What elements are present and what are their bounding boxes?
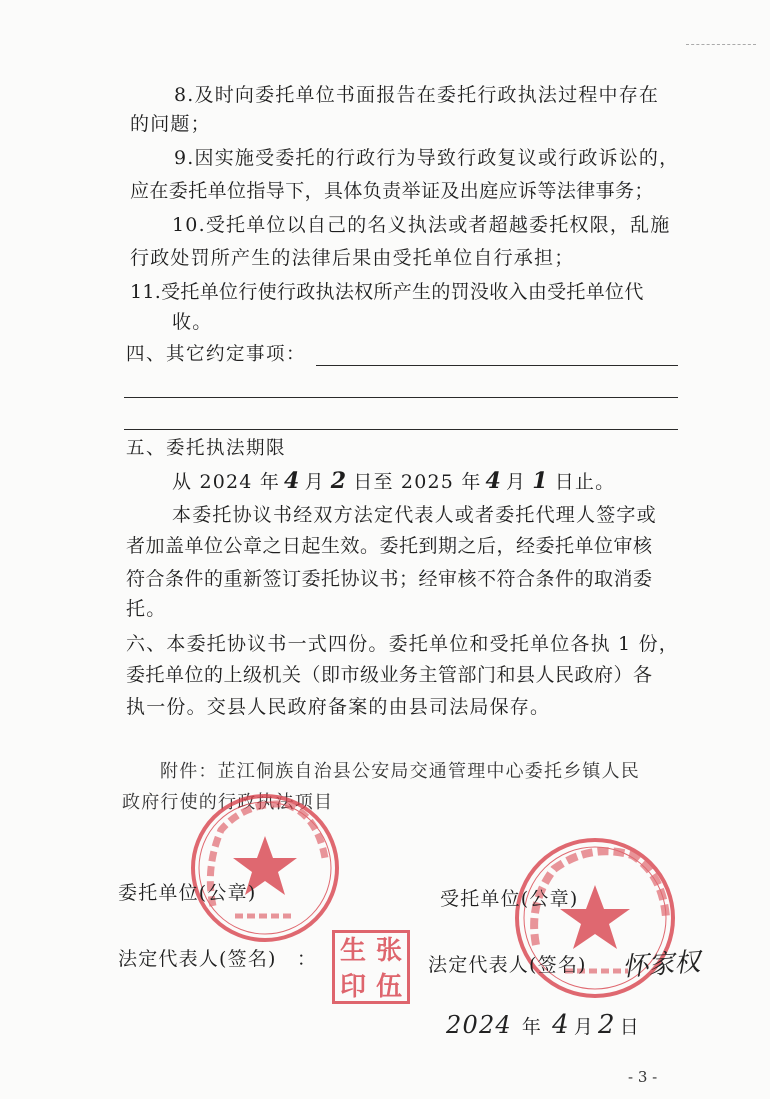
section-6-line-2: 委托单位的上级机关（即市级业务主管部门和县人民政府）各 <box>126 664 653 686</box>
seal-char: 张 <box>375 936 402 966</box>
item-11-line-1: 11.受托单位行使行政执法权所产生的罚没收入由受托单位代 <box>130 281 644 303</box>
sign-date-month-label: 月 <box>573 1016 595 1038</box>
section-4-heading: 四、其它约定事项： <box>126 344 307 365</box>
term-day-end: 1 <box>532 468 549 494</box>
term-mid: 日至 2025 年 <box>353 471 482 493</box>
term-month-start: 4 <box>284 468 301 494</box>
section-6-line-1: 六、本委托协议书一式四份。委托单位和受托单位各执 1 份， <box>126 633 679 655</box>
attachment-line-2: 政府行使的行政执法项目 <box>122 792 334 813</box>
effect-line-2: 者加盖单位公章之日起生效。委托到期之后，经委托单位审核 <box>126 535 653 557</box>
sign-date-day: 2 <box>598 1010 616 1040</box>
handwritten-signature: 怀家权 <box>621 947 702 983</box>
effect-line-4: 托。 <box>126 598 167 620</box>
sign-date <box>446 1012 644 1040</box>
term-month-label-1: 月 <box>304 471 325 493</box>
legal-rep-personal-seal <box>332 930 410 1004</box>
sign-date-month: 4 <box>552 1010 570 1040</box>
item-8-line-1: 8.及时向委托单位书面报告在委托行政执法过程中存在 <box>174 84 660 106</box>
blank-line-2 <box>124 397 678 398</box>
item-9-line-1: 9.因实施受委托的行政行为导致行政复议或行政诉讼的， <box>174 147 680 169</box>
blank-line-1 <box>316 365 678 366</box>
item-9-line-2: 应在委托单位指导下，具体负责举证及出庭应诉等法律事务； <box>130 180 654 202</box>
term-prefix: 从 2024 年 <box>172 471 281 493</box>
effect-line-3: 符合条件的重新签订委托协议书；经审核不符合条件的取消委 <box>126 568 653 590</box>
sign-date-year-label: 年 <box>521 1016 543 1038</box>
item-11-line-2: 收。 <box>172 311 213 333</box>
term-month-end: 4 <box>485 468 503 494</box>
item-8-line-2: 的问题； <box>130 113 211 135</box>
section-6-line-3: 执一份。交县人民政府备案的由县司法局保存。 <box>126 696 551 718</box>
legal-rep-left-label: 法定代表人(签名) ： <box>118 948 318 970</box>
item-10-line-1: 10.受托单位以自己的名义执法或者超越委托权限，乱施 <box>172 214 671 236</box>
page-number: - 3 - <box>628 1068 658 1086</box>
section-5-heading: 五、委托执法期限 <box>126 438 287 459</box>
entrusted-unit-label: 受托单位(公章) <box>440 888 579 910</box>
entrusting-unit-official-seal <box>185 788 345 948</box>
term-day-start: 2 <box>330 468 348 494</box>
sign-date-day-label: 日 <box>619 1016 640 1038</box>
blank-line-3 <box>124 429 678 430</box>
sign-date-year: 2024 <box>446 1011 512 1039</box>
term-month-label-2: 月 <box>506 471 527 493</box>
entrusting-unit-label: 委托单位(公章) <box>118 882 257 904</box>
seal-char: 伍 <box>375 972 402 1002</box>
attachment-line-1: 附件：芷江侗族自治县公安局交通管理中心委托乡镇人民 <box>160 761 640 782</box>
term-line <box>172 468 615 495</box>
seal-char: 生 <box>339 936 366 966</box>
seal-char: 印 <box>339 972 366 1002</box>
scan-corner-mark <box>686 44 756 45</box>
legal-rep-right-label: 法定代表人(签名) <box>428 954 587 976</box>
effect-line-1: 本委托协议书经双方法定代表人或者委托代理人签字或 <box>172 504 657 526</box>
term-suffix: 日止。 <box>554 471 616 493</box>
item-10-line-2: 行政处罚所产生的法律后果由受托单位自行承担； <box>130 247 575 269</box>
